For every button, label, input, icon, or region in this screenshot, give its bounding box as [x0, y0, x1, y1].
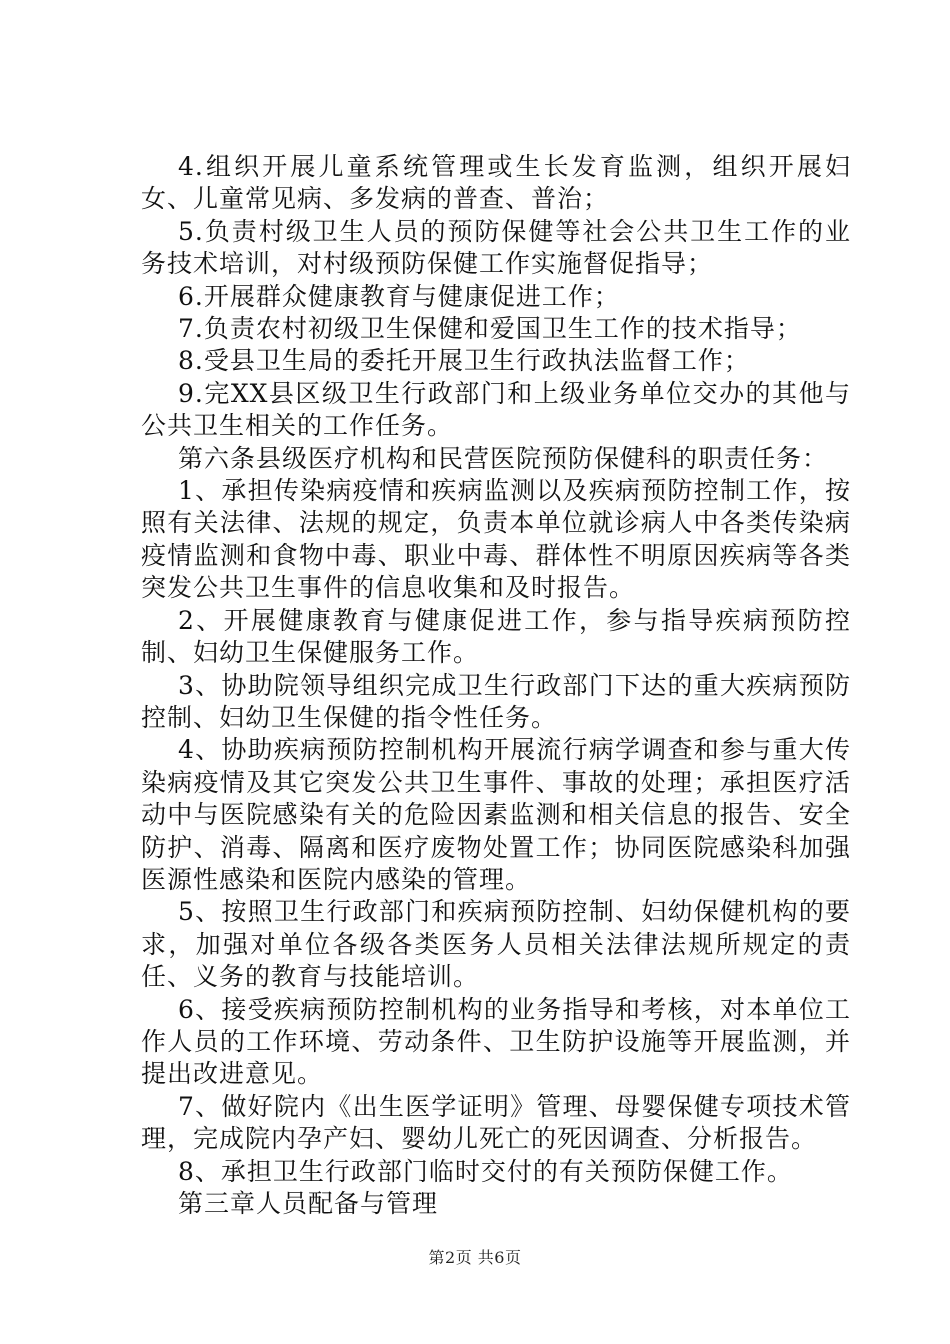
paragraph-item-5-village-training: 5.负责村级卫生人员的预防保健等社会公共卫生工作的业务技术培训，对村级预防保健工作实施督促指导；	[141, 216, 851, 279]
paragraph-duty-2-health-promotion: 2、开展健康教育与健康促进工作，参与指导疾病预防控制、妇幼卫生保健服务工作。	[141, 605, 851, 668]
paragraph-duty-1-disease-monitoring: 1、承担传染病疫情和疾病监测以及疾病预防控制工作，按照有关法律、法规的规定，负责本单位就诊病人中各类传染病疫情监测和食物中毒、职业中毒、群体性不明原因疾病等各类突发公共卫生事件的信息收集和及时报告。	[141, 476, 851, 603]
document-body	[141, 151, 851, 1220]
paragraph-duty-6-inspection: 6、接受疾病预防控制机构的业务指导和考核，对本单位工作人员的工作环境、劳动条件、卫生防护设施等开展监测，并提出改进意见。	[141, 994, 851, 1089]
paragraph-duty-3-directive-tasks: 3、协助院领导组织完成卫生行政部门下达的重大疾病预防控制、妇幼卫生保健的指令性任务。	[141, 670, 851, 732]
article-6-heading: 第六条县级医疗机构和民营医院预防保健科的职责任务：	[178, 443, 829, 473]
paragraph-duty-8-temporary-tasks: 8、承担卫生行政部门临时交付的有关预防保健工作。	[178, 1156, 793, 1186]
paragraph-duty-5-staff-training: 5、按照卫生行政部门和疾病预防控制、妇幼保健机构的要求，加强对单位各级各类医务人员相关法律法规所规定的责任、义务的教育与技能培训。	[141, 897, 851, 992]
paragraph-duty-4-epidemiology: 4、协助疾病预防控制机构开展流行病学调查和参与重大传染病疫情及其它突发公共卫生事件、事故的处理；承担医疗活动中与医院感染有关的危险因素监测和相关信息的报告、安全防护、消毒、隔离和医疗废物处置工作；协同医院感染科加强医源性感染和医院内感染的管理。	[141, 735, 851, 894]
paragraph-item-9-other-tasks: 9.完XX县区级卫生行政部门和上级业务单位交办的其他与公共卫生相关的工作任务。	[141, 378, 851, 441]
paragraph-item-4-child-health: 4.组织开展儿童系统管理或生长发育监测，组织开展妇女、儿童常见病、多发病的普查、普治；	[141, 152, 851, 214]
paragraph-item-8-law-enforcement: 8.受县卫生局的委托开展卫生行政执法监督工作；	[178, 346, 750, 376]
paragraph-item-6-health-education: 6.开展群众健康教育与健康促进工作；	[178, 281, 620, 311]
paragraph-item-7-rural-guidance: 7.负责农村初级卫生保健和爱国卫生工作的技术指导；	[178, 314, 802, 344]
chapter-3-heading: 第三章人员配备与管理	[178, 1189, 439, 1218]
page-number-footer: 第2页 共6页	[428, 1248, 522, 1267]
paragraph-duty-7-birth-certificate: 7、做好院内《出生医学证明》管理、母婴保健专项技术管理，完成院内孕产妇、婴幼儿死亡的死因调查、分析报告。	[141, 1091, 851, 1154]
